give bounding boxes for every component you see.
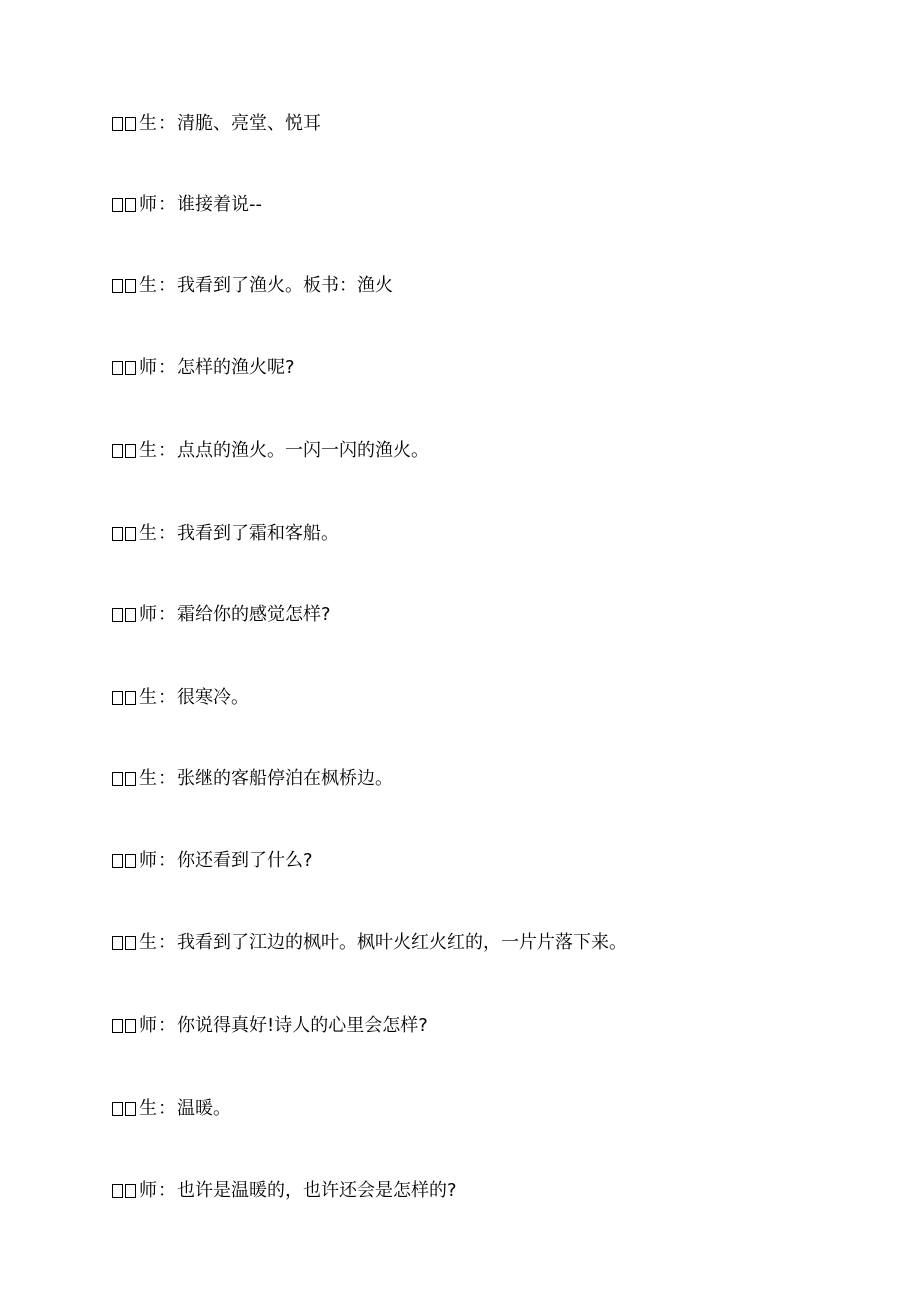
missing-glyph-box (125, 198, 136, 212)
speaker-label: 生 (139, 932, 157, 953)
missing-glyph-box (125, 854, 136, 868)
missing-glyph-box (112, 198, 123, 212)
dialogue-text: 我看到了渔火。板书：渔火 (177, 275, 393, 296)
dialogue-line (112, 767, 393, 791)
dialogue-line (112, 849, 313, 873)
colon: ： (158, 275, 176, 296)
speaker-label: 生 (139, 768, 157, 789)
colon: ： (158, 1180, 176, 1201)
missing-glyph-box (112, 608, 123, 622)
missing-glyph-box (112, 1184, 123, 1198)
speaker-label: 师 (139, 357, 157, 378)
dialogue-text: 温暖。 (177, 1098, 231, 1119)
speaker-label: 生 (139, 440, 157, 461)
dialogue-text: 清脆、亮堂、悦耳 (177, 113, 321, 134)
dialogue-line (112, 686, 249, 710)
dialogue-text: 谁接着说-- (177, 194, 262, 215)
dialogue-line (112, 439, 429, 463)
colon: ： (158, 1098, 176, 1119)
dialogue-text: 也许是温暖的，也许还会是怎样的? (177, 1180, 457, 1201)
missing-glyph-box (125, 608, 136, 622)
dialogue-text: 我看到了江边的枫叶。枫叶火红火红的，一片片落下来。 (177, 932, 627, 953)
dialogue-text: 我看到了霜和客船。 (177, 523, 339, 544)
dialogue-line (112, 603, 331, 627)
dialogue-text: 张继的客船停泊在枫桥边。 (177, 768, 393, 789)
missing-glyph-box (112, 854, 123, 868)
dialogue-line (112, 1179, 457, 1203)
missing-glyph-box (125, 772, 136, 786)
speaker-label: 生 (139, 687, 157, 708)
speaker-label: 生 (139, 523, 157, 544)
missing-glyph-box (125, 1019, 136, 1033)
colon: ： (158, 357, 176, 378)
colon: ： (158, 687, 176, 708)
dialogue-text: 你说得真好!诗人的心里会怎样? (177, 1015, 428, 1036)
dialogue-text: 很寒冷。 (177, 687, 249, 708)
colon: ： (158, 523, 176, 544)
missing-glyph-box (125, 1184, 136, 1198)
missing-glyph-box (125, 279, 136, 293)
missing-glyph-box (125, 1102, 136, 1116)
colon: ： (158, 113, 176, 134)
dialogue-text: 怎样的渔火呢? (177, 357, 295, 378)
speaker-label: 师 (139, 1180, 157, 1201)
speaker-label: 生 (139, 1098, 157, 1119)
colon: ： (158, 932, 176, 953)
dialogue-line (112, 193, 262, 217)
missing-glyph-box (112, 691, 123, 705)
speaker-label: 生 (139, 113, 157, 134)
dialogue-line (112, 112, 321, 136)
colon: ： (158, 440, 176, 461)
dialogue-line (112, 522, 339, 546)
dialogue-text: 你还看到了什么? (177, 850, 313, 871)
missing-glyph-box (112, 444, 123, 458)
dialogue-line (112, 274, 393, 298)
speaker-label: 师 (139, 1015, 157, 1036)
missing-glyph-box (125, 527, 136, 541)
missing-glyph-box (112, 527, 123, 541)
missing-glyph-box (112, 772, 123, 786)
speaker-label: 师 (139, 850, 157, 871)
dialogue-line (112, 1014, 428, 1038)
missing-glyph-box (125, 444, 136, 458)
missing-glyph-box (125, 117, 136, 131)
colon: ： (158, 850, 176, 871)
missing-glyph-box (125, 361, 136, 375)
missing-glyph-box (112, 936, 123, 950)
dialogue-line (112, 356, 295, 380)
missing-glyph-box (112, 279, 123, 293)
dialogue-text: 霜给你的感觉怎样? (177, 604, 331, 625)
colon: ： (158, 1015, 176, 1036)
missing-glyph-box (112, 1102, 123, 1116)
missing-glyph-box (112, 1019, 123, 1033)
colon: ： (158, 768, 176, 789)
missing-glyph-box (125, 936, 136, 950)
missing-glyph-box (125, 691, 136, 705)
dialogue-line (112, 1097, 231, 1121)
dialogue-text: 点点的渔火。一闪一闪的渔火。 (177, 440, 429, 461)
colon: ： (158, 194, 176, 215)
speaker-label: 师 (139, 194, 157, 215)
colon: ： (158, 604, 176, 625)
speaker-label: 生 (139, 275, 157, 296)
missing-glyph-box (112, 117, 123, 131)
dialogue-line (112, 931, 627, 955)
speaker-label: 师 (139, 604, 157, 625)
missing-glyph-box (112, 361, 123, 375)
